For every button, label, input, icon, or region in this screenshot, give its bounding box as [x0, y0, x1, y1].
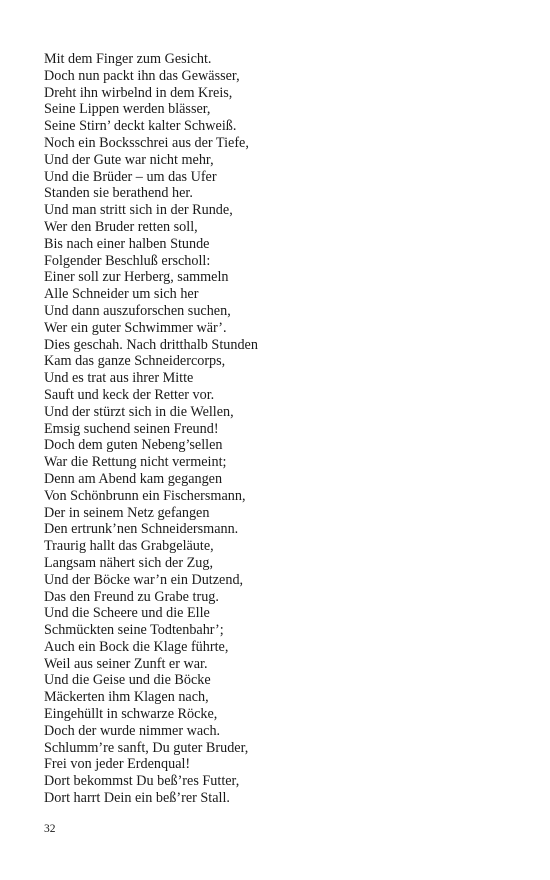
poem-line: Weil aus seiner Zunft er war. [44, 655, 208, 672]
poem-line: Einer soll zur Herberg, sammeln [44, 269, 229, 286]
poem-line: Schmückten seine Todtenbahr’; [44, 622, 224, 639]
poem-line: Und der stürzt sich in die Wellen, [44, 403, 234, 420]
poem-line: Langsam nähert sich der Zug, [44, 554, 214, 571]
poem-line: Und der Böcke war’n ein Dutzend, [44, 571, 244, 588]
poem-line: Doch dem guten Nebeng’sellen [44, 437, 223, 454]
poem-text [44, 51, 258, 807]
page-number: 32 [44, 823, 56, 835]
poem-line: War die Rettung nicht vermeint; [44, 454, 227, 471]
poem-line: Dort harrt Dein ein beß’rer Stall. [44, 790, 230, 807]
poem-line: Kam das ganze Schneidercorps, [44, 353, 226, 370]
poem-line: Auch ein Bock die Klage führte, [44, 638, 229, 655]
poem-line: Folgender Beschluß erscholl: [44, 252, 211, 269]
poem-line: Von Schönbrunn ein Fischersmann, [44, 487, 246, 504]
poem-line: Das den Freund zu Grabe trug. [44, 588, 219, 605]
poem-line: Den ertrunk’nen Schneidersmann. [44, 521, 239, 538]
poem-line: Und die Geise und die Böcke [44, 672, 211, 689]
poem-line: Denn am Abend kam gegangen [44, 470, 223, 487]
poem-line: Noch ein Bocksschrei aus der Tiefe, [44, 134, 249, 151]
poem-line: Mäckerten ihm Klagen nach, [44, 689, 209, 706]
poem-line: Doch der wurde nimmer wach. [44, 722, 221, 739]
poem-line: Wer den Bruder retten soll, [44, 218, 198, 235]
poem-line: Dort bekommst Du beß’res Futter, [44, 773, 240, 790]
poem-line: Standen sie berathend her. [44, 185, 193, 202]
poem-line: Alle Schneider um sich her [44, 286, 199, 303]
poem-line: Und der Gute war nicht mehr, [44, 151, 214, 168]
poem-line: Dies geschah. Nach dritthalb Stunden [44, 336, 258, 353]
poem-line: Und man stritt sich in der Runde, [44, 202, 233, 219]
poem-line: Seine Lippen werden blässer, [44, 101, 211, 118]
poem-line: Und die Scheere und die Elle [44, 605, 210, 622]
poem-line: Doch nun packt ihn das Gewässer, [44, 67, 240, 84]
poem-line: Bis nach einer halben Stunde [44, 235, 210, 252]
poem-line: Frei von jeder Erdenqual! [44, 756, 191, 773]
poem-line: Und es trat aus ihrer Mitte [44, 370, 194, 387]
poem-line: Wer ein guter Schwimmer wär’. [44, 319, 227, 336]
poem-line: Und dann auszuforschen suchen, [44, 302, 231, 319]
poem-line: Traurig hallt das Grabgeläute, [44, 538, 214, 555]
poem-line: Sauft und keck der Retter vor. [44, 386, 215, 403]
poem-line: Seine Stirn’ deckt kalter Schweiß. [44, 118, 237, 135]
poem-line: Dreht ihn wirbelnd in dem Kreis, [44, 84, 233, 101]
poem-line: Schlumm’re sanft, Du guter Bruder, [44, 739, 249, 756]
poem-line: Mit dem Finger zum Gesicht. [44, 51, 212, 67]
poem-line: Und die Brüder – um das Ufer [44, 168, 217, 185]
poem-line: Eingehüllt in schwarze Röcke, [44, 706, 218, 723]
poem-line: Emsig suchend seinen Freund! [44, 420, 219, 437]
poem-line: Der in seinem Netz gefangen [44, 504, 210, 521]
